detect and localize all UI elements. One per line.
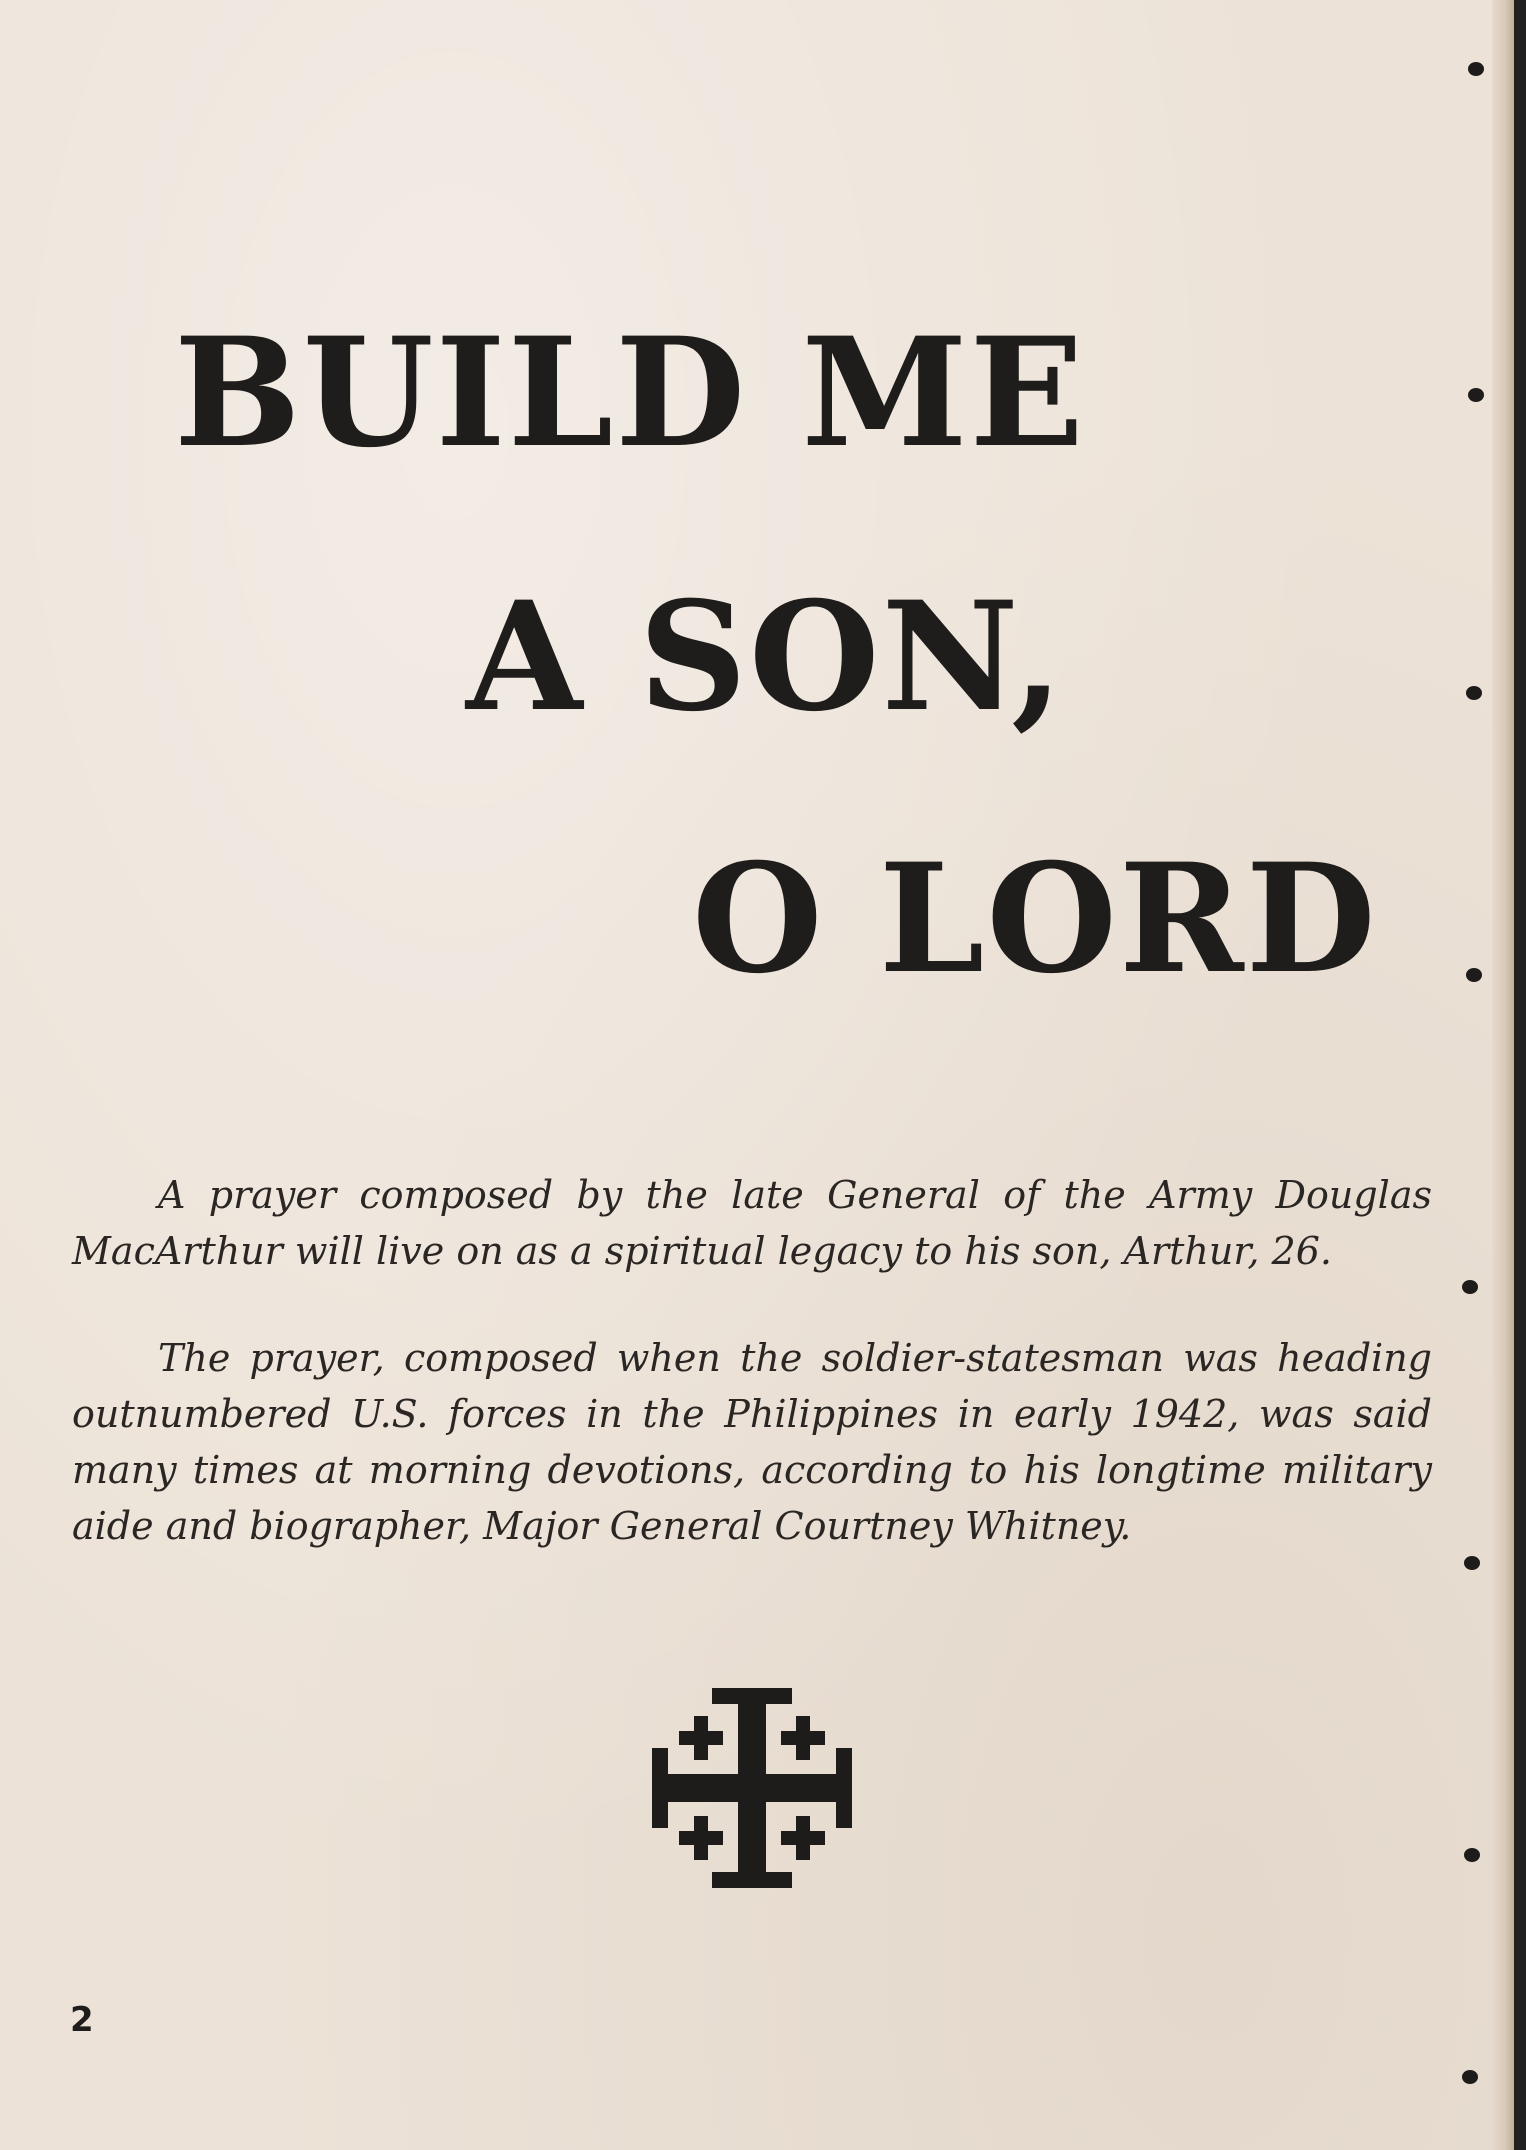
binding-hole (1468, 388, 1484, 402)
binding-hole (1466, 968, 1482, 982)
scan-border (1514, 0, 1526, 2150)
binding-hole (1466, 686, 1482, 700)
binding-hole (1468, 62, 1484, 76)
page-number: 2 (70, 2000, 94, 2040)
binding-hole (1464, 1848, 1480, 1862)
binding-hole (1462, 1280, 1478, 1294)
title-line-3: O LORD (692, 831, 1378, 1007)
context-paragraph: The prayer, composed when the soldier-statesman was heading outnumbered U.S. forces in the Philippines in early 1942, was said many times at morning devotions, according to his longtime military aide and biographer, Major General Courtney Whitney. (72, 1336, 1432, 1548)
binding-hole (1464, 1556, 1480, 1570)
title-line-1: BUILD ME (174, 305, 1086, 481)
jerusalem-cross-icon (652, 1688, 852, 1888)
title-line-2: A SON, (466, 569, 1066, 745)
binding-hole (1462, 2070, 1478, 2084)
intro-paragraph: A prayer composed by the late General of the Army Douglas MacArthur will live on as a spiritual legacy to his son, Arthur, 26. (72, 1173, 1432, 1273)
page-edge (1492, 0, 1514, 2150)
